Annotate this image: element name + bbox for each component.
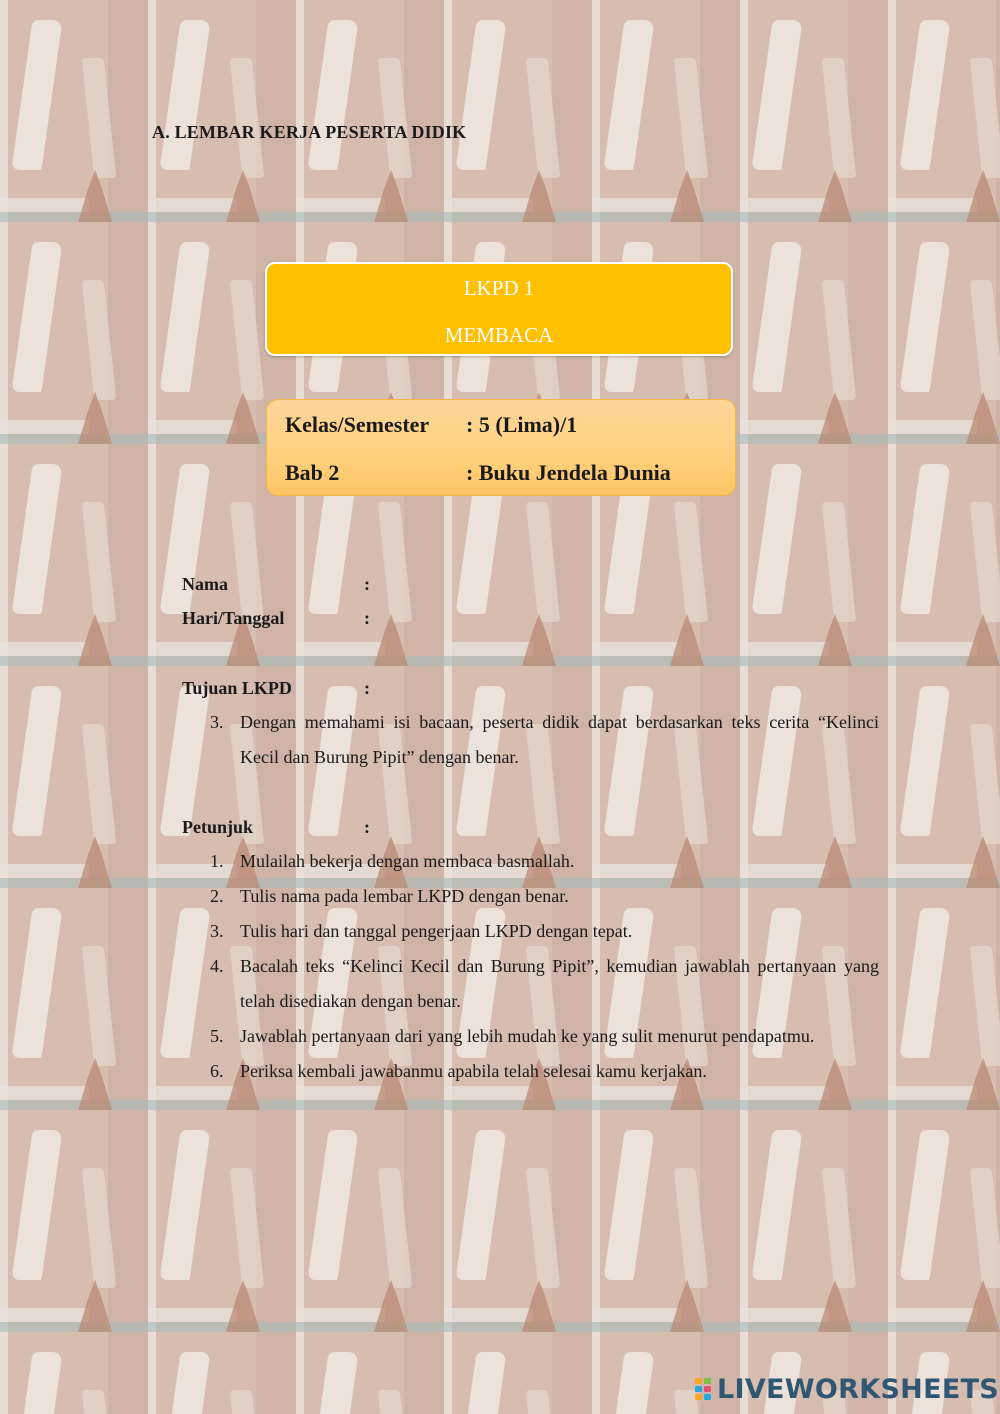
logo-square: [704, 1386, 711, 1392]
item-text: Dengan memahami isi bacaan, peserta didik dapat berdasarkan teks cerita “Kelinci Kecil dan Burung Pipit” dengan benar.: [240, 712, 879, 767]
item-number: 1.: [210, 851, 224, 871]
list-item: [182, 1054, 879, 1089]
list-item: [182, 949, 879, 1019]
item-number: 6.: [210, 1061, 224, 1081]
list-item: [182, 914, 879, 949]
section-title: A. LEMBAR KERJA PESERTA DIDIK: [152, 122, 467, 142]
tujuan-list: [182, 705, 879, 775]
petunjuk-list: [182, 844, 879, 1089]
logo-square: [704, 1394, 711, 1400]
liveworksheets-logo[interactable]: [694, 1374, 999, 1404]
list-item: [182, 1019, 879, 1054]
kelas-label: Kelas/Semester: [285, 412, 430, 437]
item-text: Jawablah pertanyaan dari yang lebih mudah ke yang sulit menurut pendapatmu.: [240, 1026, 815, 1046]
nama-colon: :: [364, 574, 370, 594]
kelas-row: [285, 412, 725, 442]
item-text: Tulis hari dan tanggal pengerjaan LKPD dengan tepat.: [240, 921, 633, 941]
hari-tanggal-colon: :: [364, 608, 370, 628]
logo-square: [695, 1378, 702, 1384]
tujuan-label: Tujuan LKPD: [182, 678, 292, 698]
item-number: 4.: [210, 956, 224, 976]
item-number: 2.: [210, 886, 224, 906]
list-item: [182, 879, 879, 914]
petunjuk-label: Petunjuk: [182, 817, 254, 837]
item-number: 3.: [210, 921, 224, 941]
kelas-value: : 5 (Lima)/1: [466, 412, 578, 437]
item-text: Bacalah teks “Kelinci Kecil dan Burung Pipit”, kemudian jawablah pertanyaan yang telah disediakan dengan benar.: [240, 956, 879, 1011]
hari-tanggal-label: Hari/Tanggal: [182, 608, 285, 628]
list-item: [182, 705, 879, 775]
lkpd-title-box: [265, 262, 733, 356]
class-info-box: [266, 399, 736, 496]
logo-square: [695, 1386, 702, 1392]
item-text: Periksa kembali jawabanmu apabila telah selesai kamu kerjakan.: [240, 1061, 707, 1081]
item-number: 3.: [210, 712, 224, 732]
item-number: 5.: [210, 1026, 224, 1046]
petunjuk-colon: :: [364, 817, 370, 837]
tujuan-colon: :: [364, 678, 370, 698]
liveworksheets-logo-icon: [694, 1377, 712, 1401]
lkpd-number: LKPD 1: [463, 276, 535, 300]
bab-row: [285, 460, 725, 490]
brand-text: LIVEWORKSHEETS: [717, 1373, 1000, 1405]
logo-square: [695, 1394, 702, 1400]
item-text: Mulailah bekerja dengan membaca basmallah.: [240, 851, 575, 871]
item-text: Tulis nama pada lembar LKPD dengan benar.: [240, 886, 569, 906]
nama-label: Nama: [182, 574, 228, 594]
bab-label: Bab 2: [285, 460, 340, 485]
logo-square: [704, 1378, 711, 1384]
bab-value: : Buku Jendela Dunia: [466, 460, 671, 485]
list-item: [182, 844, 879, 879]
lkpd-topic: MEMBACA: [444, 323, 554, 347]
